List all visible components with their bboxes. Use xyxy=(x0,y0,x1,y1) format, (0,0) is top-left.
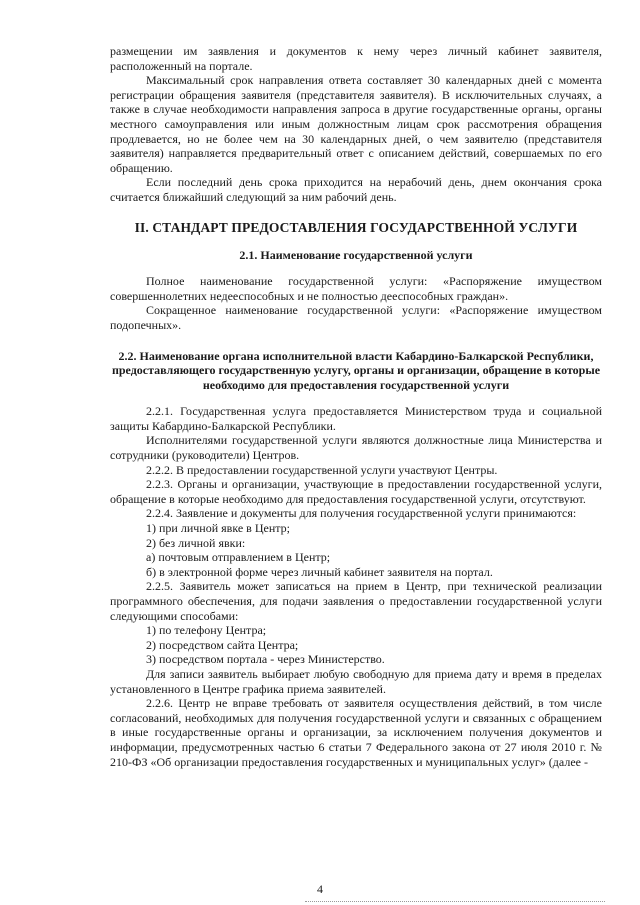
paragraph-appointment: Для записи заявитель выбирает любую свободную для приема дату и время в пределах установленного в Центре графика приема заявителей. xyxy=(110,666,602,696)
paragraph-2-2-1: 2.2.1. Государственная услуга предоставляется Министерством труда и социальной защиты Кабардино-Балкарской Республики. xyxy=(110,404,602,433)
list-item: б) в электронной форме через личный кабинет заявителя на портал. xyxy=(146,564,493,579)
paragraph-nonworking-day: Если последний день срока приходится на нерабочий день, днем окончания срока считается ближайший следующий за ним рабочий день. xyxy=(110,175,602,204)
page-number: 4 xyxy=(317,882,323,896)
subsection-2-2-title: 2.2. Наименование органа исполнительной власти Кабардино-Балкарской Республики, предоставляющего государственную услугу, органы и организации, обращение в которые необходимо для предоставления государственной услуги xyxy=(111,348,601,392)
list-item: а) почтовым отправлением в Центр; xyxy=(146,550,331,565)
section-title: II. СТАНДАРТ ПРЕДОСТАВЛЕНИЯ ГОСУДАРСТВЕННОЙ УСЛУГИ xyxy=(134,219,578,235)
list-item: 2) посредством сайта Центра; xyxy=(146,637,299,652)
paragraph-response-deadline: Максимальный срок направления ответа составляет 30 календарных дней с момента регистрации обращения заявителя (представителя заявителя). В исключительных случаях, а также в случае необходимости направления запроса в другие государственные органы, органы местного самоуправления или иным должностным лицам срок рассмотрения обращения продлевается, но не более чем на 30 календарных дней, о чем заявителю (представителя заявителя) направляется предварительный ответ с описанием действий, совершаемых по его обращению. xyxy=(110,73,602,175)
list-item: 1) по телефону Центра; xyxy=(146,623,267,638)
paragraph-2-2-3: 2.2.3. Органы и организации, участвующие в предоставлении государственной услуги, обращение в которые необходимо для предоставления государственной услуги, отсутствуют. xyxy=(110,477,602,506)
paragraph-executors: Исполнителями государственной услуги являются должностные лица Министерства и сотрудники (руководители) Центров. xyxy=(110,433,602,463)
list-item: 2) без личной явки: xyxy=(146,535,246,550)
paragraph-2-2-6: 2.2.6. Центр не вправе требовать от заявителя осуществления действий, в том числе согласований, необходимых для получения государственной услуги и связанных с обращением в иные государственные органы и организации, за исключением получения документов и информации, предусмотренных частью 6 статьи 7 Федерального закона от 27 июля 2010 г. № 210-ФЗ «Об организации предоставления государственных и муниципальных услуг» (далее - xyxy=(110,696,602,769)
list-item: 1) при личной явке в Центр; xyxy=(146,521,290,536)
paragraph-2-2-4: 2.2.4. Заявление и документы для получения государственной услуги принимаются: xyxy=(146,506,577,521)
list-item: 3) посредством портала - через Министерство. xyxy=(146,652,385,667)
paragraph-2-2-5: 2.2.5. Заявитель может записаться на прием в Центр, при технической реализации программного обеспечения, для подачи заявления о предоставлении государственной услуги следующими способами: xyxy=(110,579,602,623)
paragraph-continuation: размещении им заявления и документов к нему через личный кабинет заявителя, расположенный на портале. xyxy=(110,44,602,73)
paragraph-short-name: Сокращенное наименование государственной услуги: «Распоряжение имуществом подопечных». xyxy=(110,303,602,332)
paragraph-full-name: Полное наименование государственной услуги: «Распоряжение имуществом совершеннолетних недееспособных и не полностью дееспособных граждан». xyxy=(110,274,602,303)
footer-dotted-line xyxy=(305,901,605,902)
subsection-2-1-title: 2.1. Наименование государственной услуги xyxy=(239,247,473,262)
paragraph-2-2-2: 2.2.2. В предоставлении государственной услуги участвуют Центры. xyxy=(146,462,498,477)
